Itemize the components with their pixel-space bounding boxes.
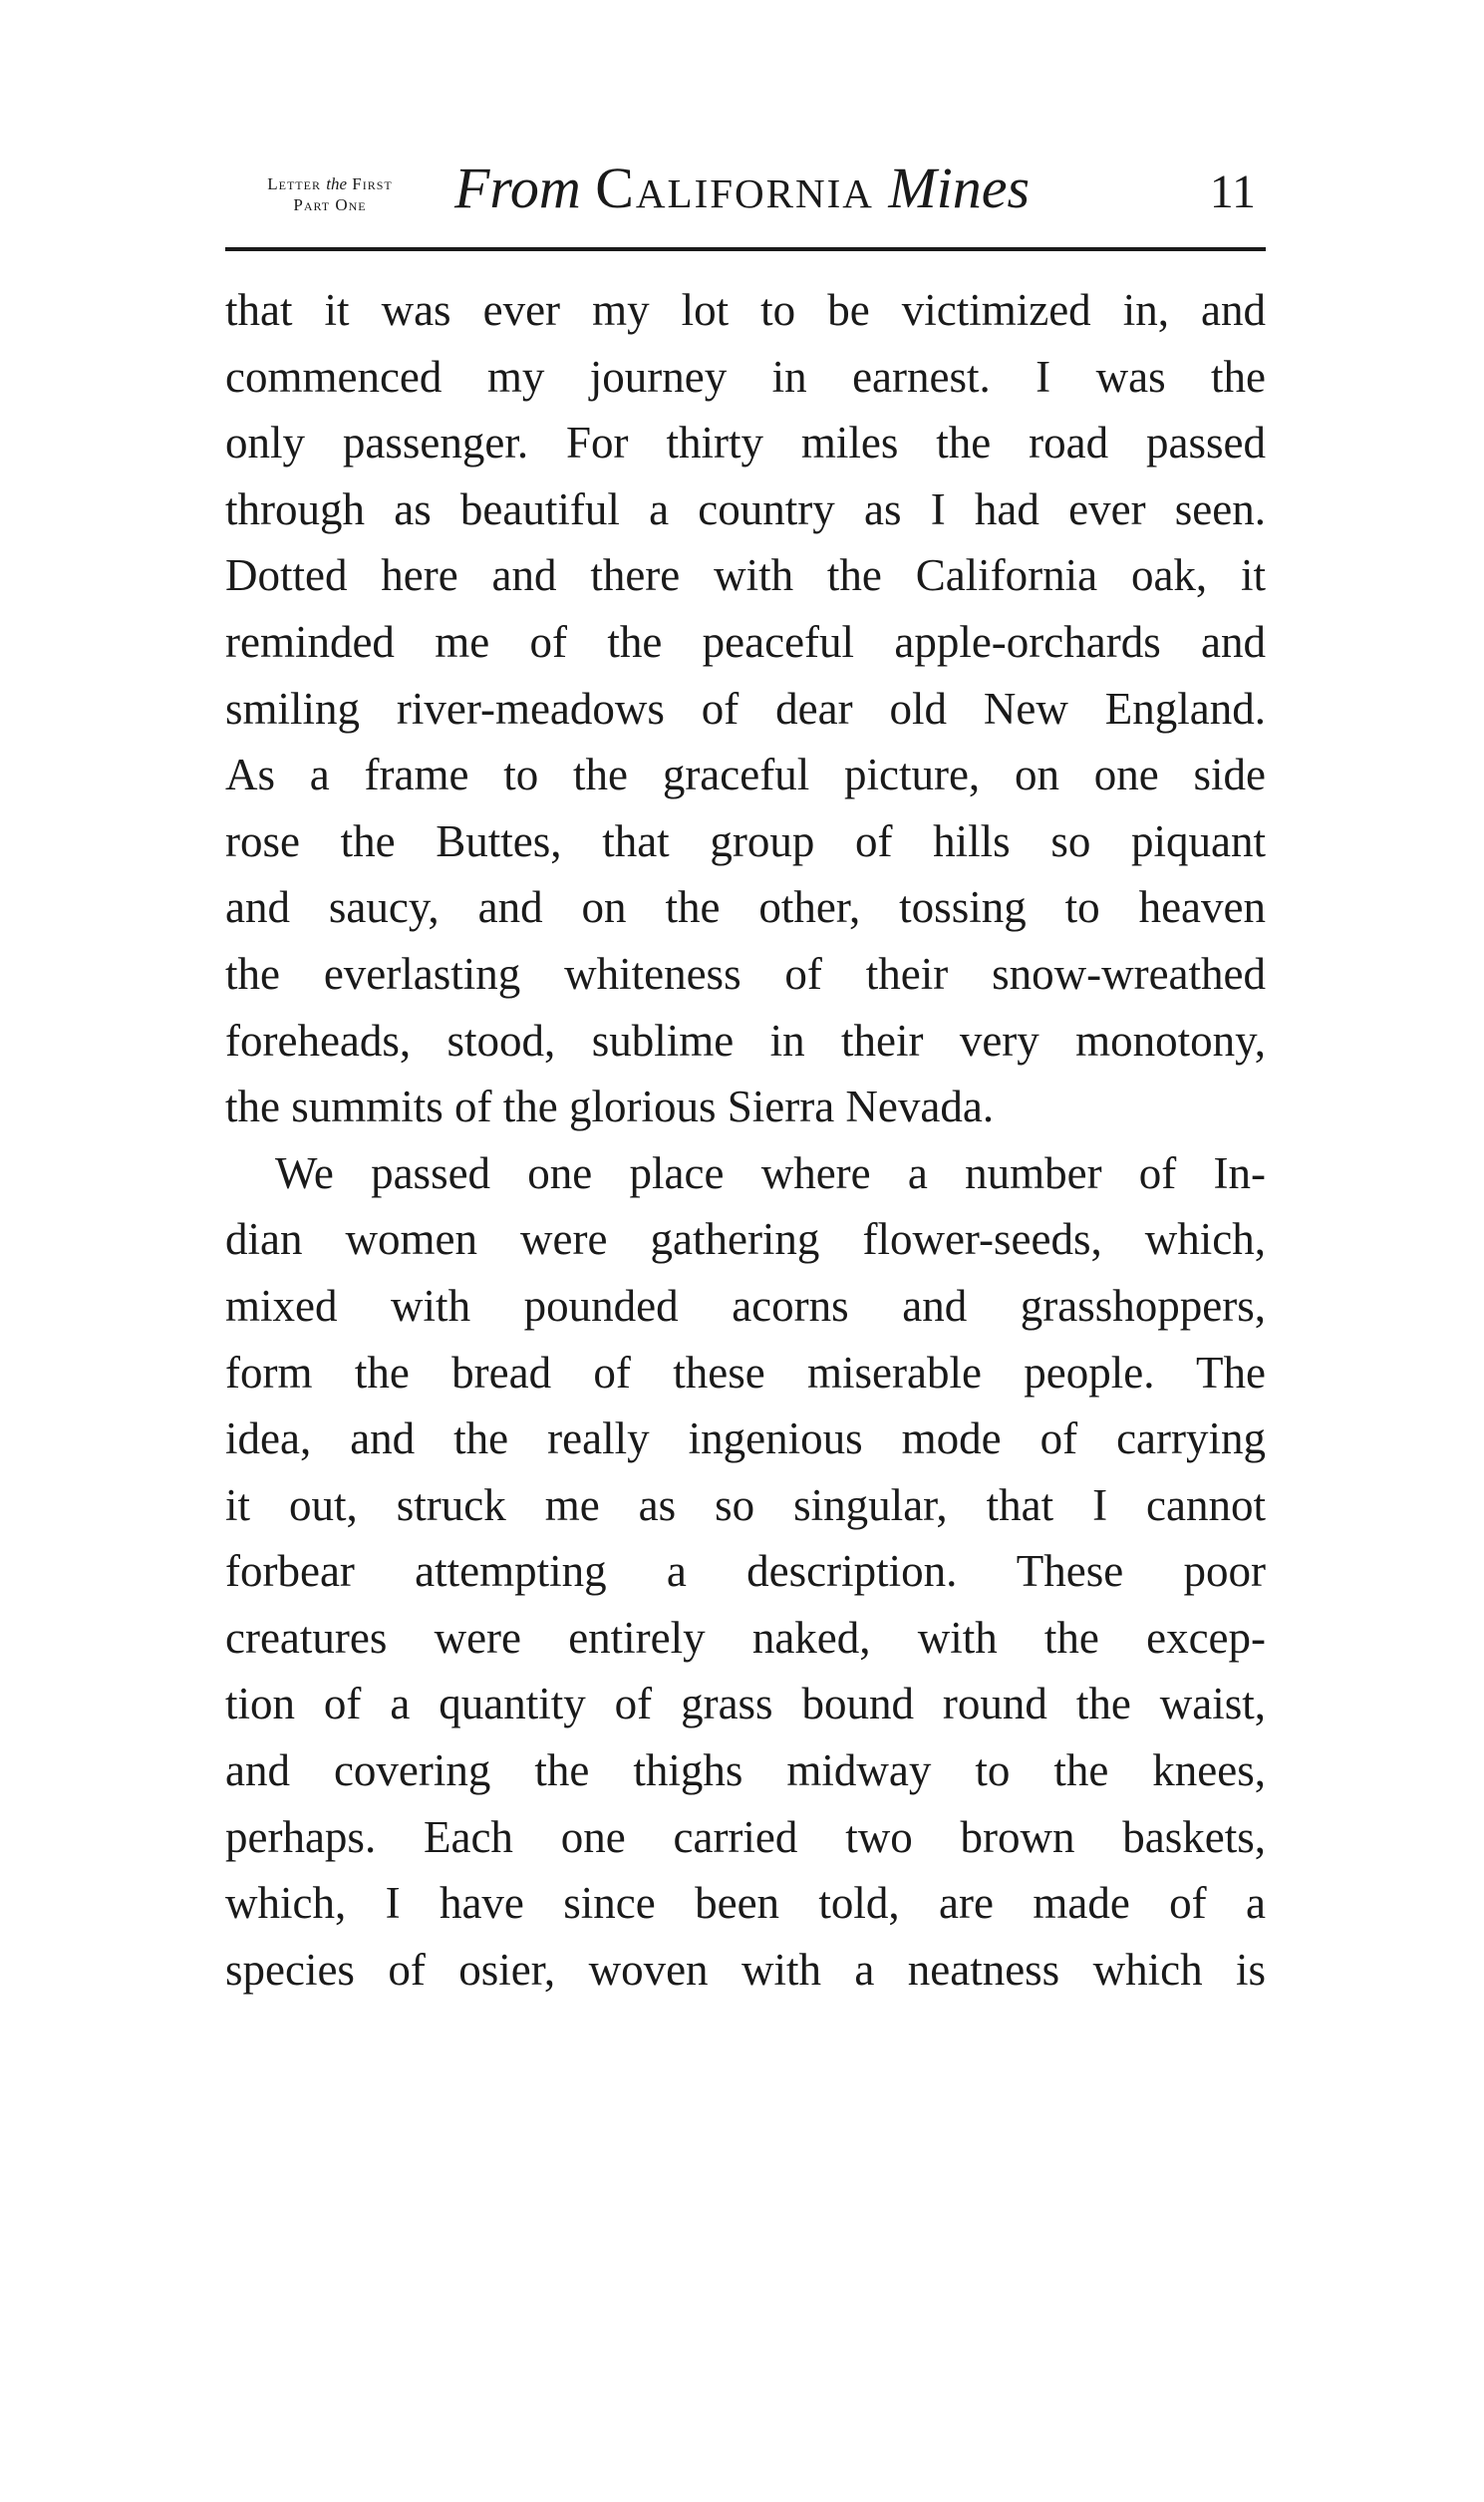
running-head bbox=[225, 150, 1266, 229]
text-line: that it was ever my lot to be victimized in, and bbox=[225, 285, 1266, 335]
running-title-mines: Mines bbox=[888, 156, 1031, 220]
text-line: As a frame to the graceful picture, on one side bbox=[225, 750, 1266, 800]
text-line: form the bread of these miserable people. The bbox=[225, 1347, 1266, 1398]
section-first: First bbox=[352, 174, 393, 193]
section-mark-line1 bbox=[225, 173, 435, 194]
text-line: it out, struck me as so singular, that I cannot bbox=[225, 1479, 1266, 1530]
text-line: smiling river-meadows of dear old New England. bbox=[225, 683, 1266, 734]
running-title-california: California bbox=[595, 156, 874, 220]
text-line: the summits of the glorious Sierra Nevada. bbox=[225, 1082, 995, 1132]
running-title-from: From bbox=[454, 156, 581, 220]
text-line: creatures were entirely naked, with the excep- bbox=[225, 1612, 1266, 1663]
text-line: We passed one place where a number of In- bbox=[275, 1147, 1266, 1198]
text-line: tion of a quantity of grass bound round the waist, bbox=[225, 1679, 1266, 1729]
text-line: dian women were gathering flower-seeds, which, bbox=[225, 1214, 1266, 1265]
text-line: rose the Buttes, that group of hills so piquant bbox=[225, 815, 1266, 866]
text-line: mixed with pounded acorns and grasshoppers, bbox=[225, 1280, 1266, 1331]
header-rule bbox=[225, 247, 1266, 251]
section-letter: Letter bbox=[267, 174, 321, 193]
section-mark bbox=[225, 173, 435, 215]
body-text bbox=[225, 277, 1266, 2003]
text-line: the everlasting whiteness of their snow-wreathed bbox=[225, 948, 1266, 999]
text-line: perhaps. Each one carried two brown baskets, bbox=[225, 1811, 1266, 1862]
paragraph-2 bbox=[225, 1140, 1266, 2004]
text-line: Dotted here and there with the California oak, it bbox=[225, 550, 1266, 601]
text-line: species of osier, woven with a neatness which is bbox=[225, 1944, 1266, 1995]
text-line: forbear attempting a description. These poor bbox=[225, 1546, 1266, 1597]
text-line: and covering the thighs midway to the knees, bbox=[225, 1745, 1266, 1796]
text-line: commenced my journey in earnest. I was the bbox=[225, 351, 1266, 402]
section-mark-line2: Part One bbox=[293, 195, 367, 214]
page-number: 11 bbox=[1209, 165, 1256, 218]
text-line: and saucy, and on the other, tossing to heaven bbox=[225, 882, 1266, 933]
text-line: foreheads, stood, sublime in their very monotony, bbox=[225, 1015, 1266, 1066]
paragraph-1 bbox=[225, 277, 1266, 1140]
text-line: which, I have since been told, are made of a bbox=[225, 1878, 1266, 1929]
section-the: the bbox=[326, 174, 348, 193]
running-title bbox=[454, 154, 1030, 223]
text-line: idea, and the really ingenious mode of carrying bbox=[225, 1413, 1266, 1464]
text-line: reminded me of the peaceful apple-orchards and bbox=[225, 616, 1266, 667]
text-line: through as beautiful a country as I had ever seen. bbox=[225, 483, 1266, 534]
text-line: only passenger. For thirty miles the road passed bbox=[225, 418, 1266, 469]
